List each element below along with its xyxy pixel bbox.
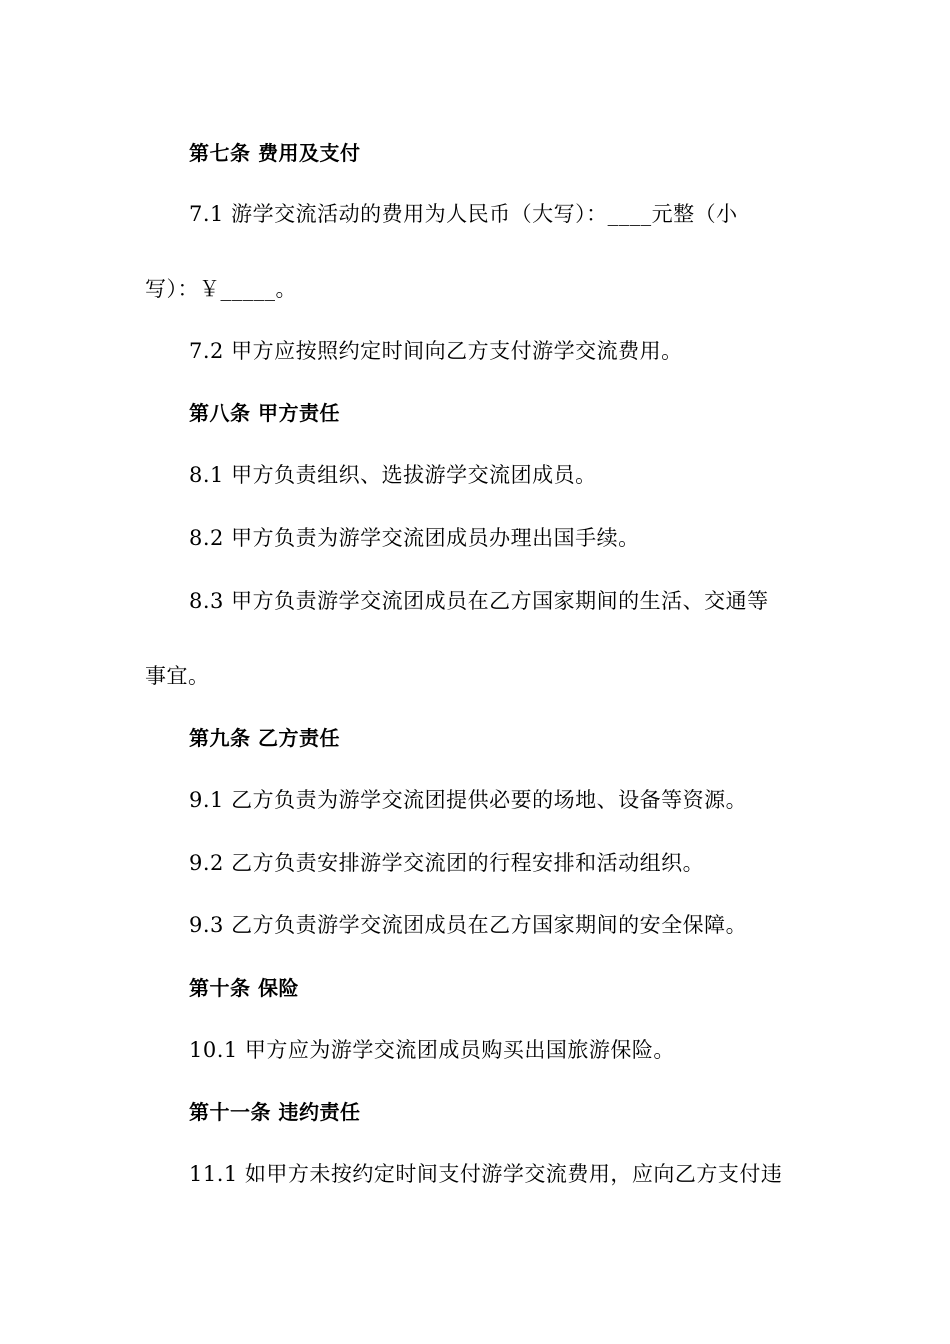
clause-9-3: 9.3 乙方负责游学交流团成员在乙方国家期间的安全保障。 xyxy=(189,913,748,937)
section-heading-8: 第八条 甲方责任 xyxy=(189,401,340,425)
clause-7-1-line-1: 7.1 游学交流活动的费用为人民币（大写）：____元整（小 xyxy=(189,202,738,226)
clause-7-1-line-2: 写）：￥_____。 xyxy=(145,277,297,301)
clause-7-2: 7.2 甲方应按照约定时间向乙方支付游学交流费用。 xyxy=(189,339,683,363)
section-heading-11: 第十一条 违约责任 xyxy=(189,1100,361,1124)
clause-8-3-line-1: 8.3 甲方负责游学交流团成员在乙方国家期间的生活、交通等 xyxy=(189,589,769,613)
clause-10-1: 10.1 甲方应为游学交流团成员购买出国旅游保险。 xyxy=(189,1038,675,1062)
section-heading-9: 第九条 乙方责任 xyxy=(189,726,340,750)
section-heading-10: 第十条 保险 xyxy=(189,976,299,1000)
clause-8-3-line-2: 事宜。 xyxy=(145,664,210,688)
clause-9-2: 9.2 乙方负责安排游学交流团的行程安排和活动组织。 xyxy=(189,851,705,875)
clause-8-1: 8.1 甲方负责组织、选拔游学交流团成员。 xyxy=(189,463,597,487)
clause-8-2: 8.2 甲方负责为游学交流团成员办理出国手续。 xyxy=(189,526,640,550)
clause-9-1: 9.1 乙方负责为游学交流团提供必要的场地、设备等资源。 xyxy=(189,788,748,812)
section-heading-7: 第七条 费用及支付 xyxy=(189,141,361,165)
clause-11-1-line-1: 11.1 如甲方未按约定时间支付游学交流费用，应向乙方支付违 xyxy=(189,1162,783,1186)
